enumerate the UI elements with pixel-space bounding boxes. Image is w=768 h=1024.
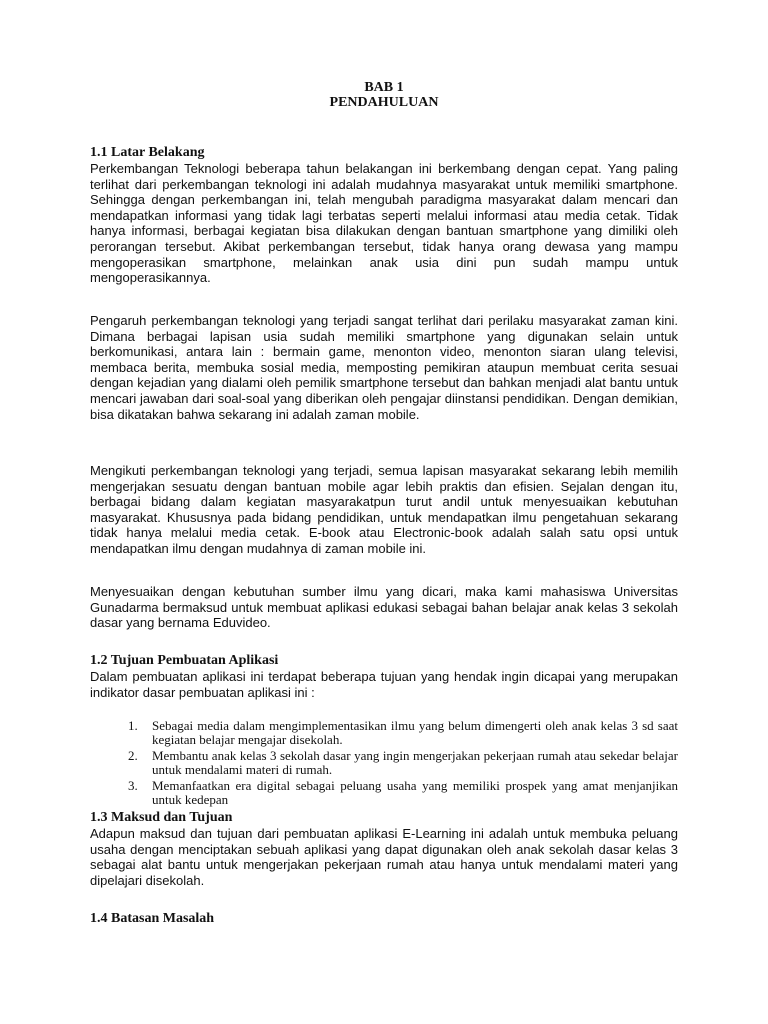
list-number: 2.	[128, 748, 138, 763]
paragraph: Menyesuaikan dengan kebutuhan sumber ilmu yang dicari, maka kami mahasiswa Universitas Gunadarma bermaksud untuk membuat aplikasi edukasi sebagai bahan belajar anak kelas 3 sekolah dasar yang bernama Eduvideo.	[90, 584, 678, 631]
chapter-number: BAB 1	[364, 80, 404, 95]
section-1-2	[90, 653, 678, 700]
paragraph: Mengikuti perkembangan teknologi yang terjadi, semua lapisan masyarakat sekarang lebih memilih mengerjakan sesuatu dengan bantuan mobile agar lebih praktis dan efisien. Sejalan dengan itu, berbagai bidang dalam kegiatan masyarakatpun turut andil untuk menyesuaikan kebutuhan masyarakat. Khususnya pada bidang pendidikan, untuk mendapatkan ilmu pengetahuan sekarang tidak hanya melalui media cetak. E-book atau Electronic-book adalah salah satu opsi untuk mendapatkan ilmu dengan mudahnya di zaman mobile ini.	[90, 463, 678, 556]
section-1-1-paragraph-3	[90, 463, 678, 557]
section-heading: 1.1 Latar Belakang	[90, 145, 205, 160]
section-1-1-paragraph-4	[90, 584, 678, 631]
list-text: Sebagai media dalam mengimplementasikan ilmu yang belum dimengerti oleh anak kelas 3 sd saat kegiatan belajar mengajar disekolah.	[152, 718, 678, 747]
section-heading: 1.2 Tujuan Pembuatan Aplikasi	[90, 653, 279, 668]
section-heading: 1.4 Batasan Masalah	[90, 911, 215, 926]
list-item	[128, 779, 678, 806]
section-1-4	[90, 911, 678, 927]
paragraph: Perkembangan Teknologi beberapa tahun belakangan ini berkembang dengan cepat. Yang paling terlihat dari perkembangan teknologi ini adalah mudahnya masyarakat untuk memiliki smartphone. Sehingga dengan perkembangan ini, telah mengubah paradigma masyarakat dalam mencari dan mendapatkan informasi yang tidak lagi terbatas seperti melalui informasi atau media cetak. Tidak hanya informasi, berbagai kegiatan bisa dilakukan dengan bantuan smartphone yang dimiliki oleh perorangan tersebut. Akibat perkembangan tersebut, tidak hanya orang dewasa yang mampu mengoperasikan smartphone, melainkan anak usia dini pun sudah mampu untuk mengoperasikannya.	[90, 161, 678, 286]
paragraph: Pengaruh perkembangan teknologi yang terjadi sangat terlihat dari perilaku masyarakat zaman kini. Dimana berbagai lapisan usia sudah memiliki smartphone yang digunakan selain untuk berkomunikasi, antara lain : bermain game, menonton video, menonton siaran ulang televisi, membaca berita, membuka sosial media, memposting pemikiran ataupun membuat cerita sesuai dengan kejadian yang dialami oleh pemilik smartphone tersebut dan bahkan menjadi alat bantu untuk mencari jawaban dari soal-soal yang diberikan oleh pengajar diinstansi pendidikan. Dengan demikian, bisa dikatakan bahwa sekarang ini adalah zaman mobile.	[90, 313, 678, 422]
chapter-header	[0, 80, 768, 110]
section-1-1-paragraph-2	[90, 313, 678, 422]
list-item	[128, 749, 678, 776]
objectives-list	[128, 719, 678, 809]
section-1-3	[90, 810, 678, 888]
paragraph: Dalam pembuatan aplikasi ini terdapat beberapa tujuan yang hendak ingin dicapai yang merupakan indikator dasar pembuatan aplikasi ini :	[90, 669, 678, 700]
paragraph: Adapun maksud dan tujuan dari pembuatan aplikasi E-Learning ini adalah untuk membuka peluang usaha dengan menciptakan sebuah aplikasi yang dapat digunakan oleh anak sekolah dasar kelas 3 sebagai alat bantu untuk mengerjakan pekerjaan rumah atau hanya untuk mendalami materi yang dipelajari disekolah.	[90, 826, 678, 888]
list-text: Membantu anak kelas 3 sekolah dasar yang ingin mengerjakan pekerjaan rumah atau sekedar belajar untuk mendalami materi di rumah.	[152, 748, 678, 777]
section-1-1	[90, 145, 678, 286]
list-number: 1.	[128, 718, 138, 733]
list-text: Memanfaatkan era digital sebagai peluang usaha yang memiliki prospek yang amat menjanjikan untuk kedepan	[152, 778, 678, 807]
list-item	[128, 719, 678, 746]
chapter-title: PENDAHULUAN	[329, 95, 439, 110]
section-heading: 1.3 Maksud dan Tujuan	[90, 810, 233, 825]
list-number: 3.	[128, 778, 138, 793]
